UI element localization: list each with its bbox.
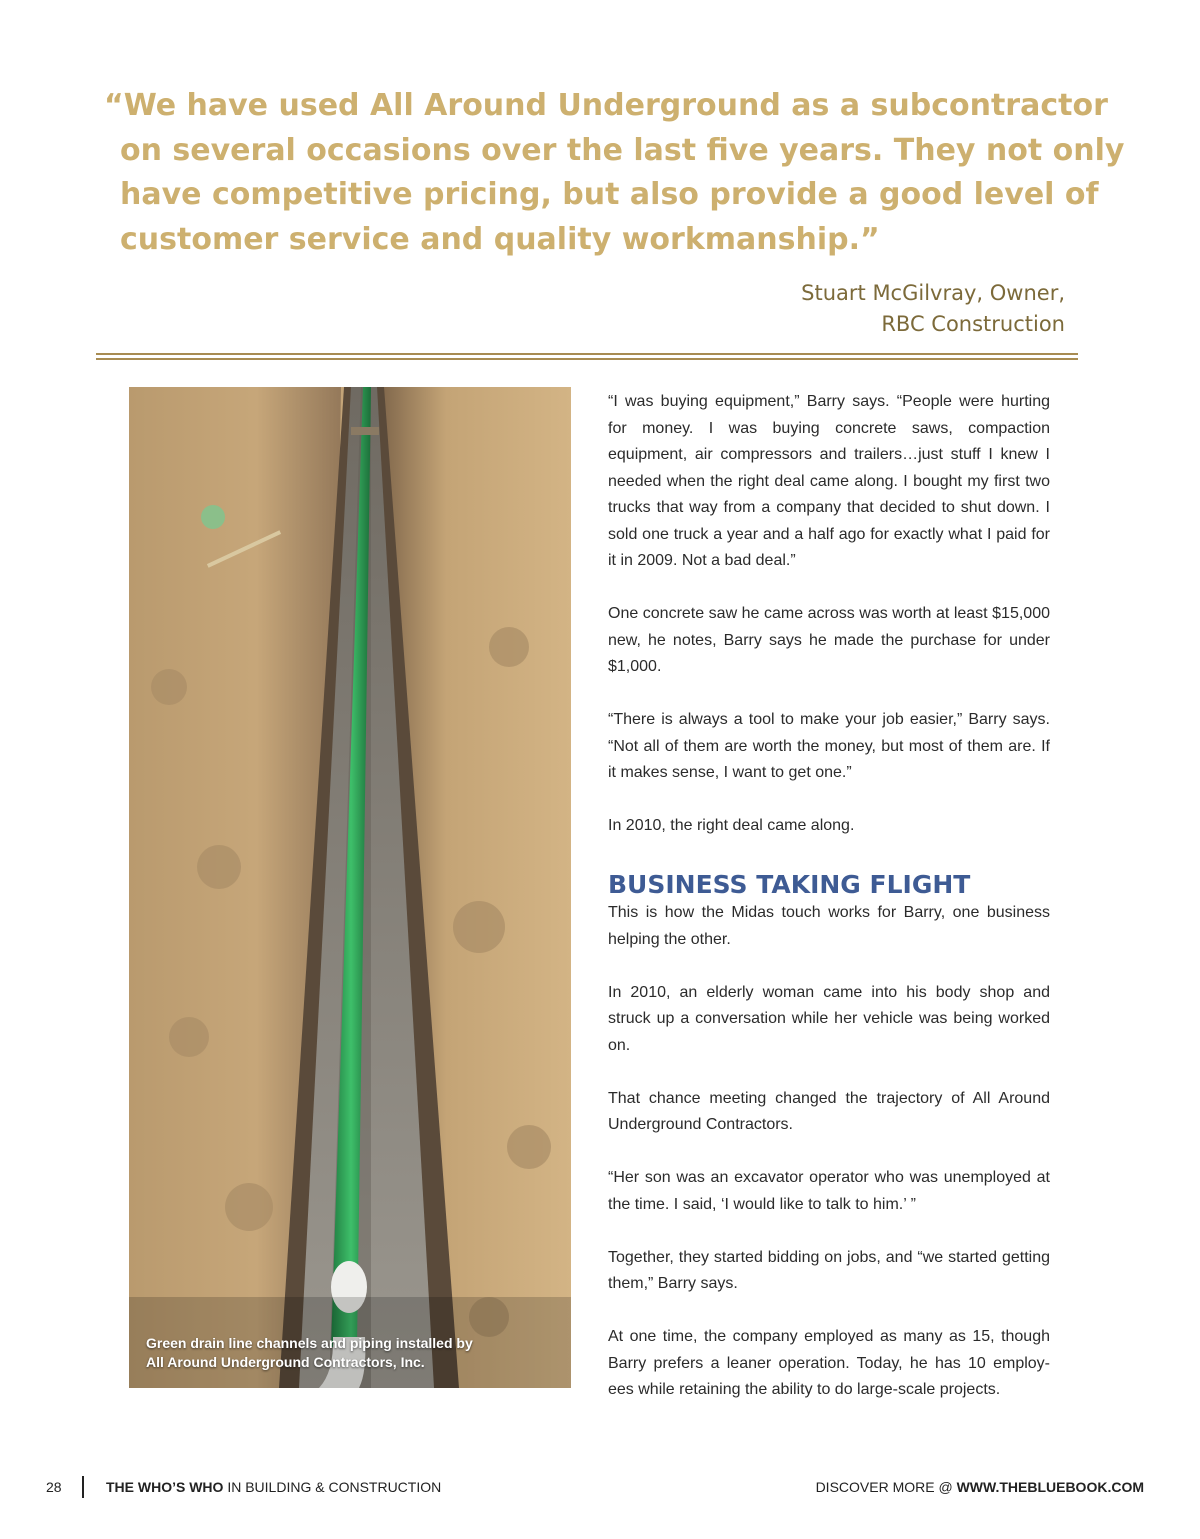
article-paragraph: “I was buying equipment,” Barry says. “People were hurting for money. I was buying concrete saws, compaction equipment, air compressors and trailers…just stuff I knew I needed when the right deal came along. I bought my first two trucks that way from a company that decided to shut down. I sold one truck a year and a half ago for exactly what I paid for it in 2009. Not a bad deal.” — [608, 393, 1050, 569]
footer-divider — [82, 1476, 84, 1498]
article-paragraph: At one time, the company employed as many as 15, though Barry prefers a leaner operation. Today, he has 10 employ-ees while retaining the ability to do large-scale projects. — [608, 1328, 1050, 1398]
article-body — [608, 389, 1050, 1430]
pull-quote-line: have competitive pricing, but also provide a good level of — [120, 177, 1099, 212]
section-heading: BUSINESS TAKING FLIGHT — [608, 870, 971, 899]
photo-caption-line: Green drain line channels and piping installed by — [146, 1335, 473, 1351]
photo-caption — [146, 1334, 556, 1372]
publication-name-rest: IN BUILDING & CONSTRUCTION — [223, 1479, 442, 1495]
discover-more — [816, 1479, 1144, 1495]
pull-quote-line: customer service and quality workmanship.” — [120, 221, 880, 257]
section-divider — [96, 353, 1078, 360]
article-paragraph: “Her son was an excavator operator who was unemployed at the time. I said, ‘I would like to talk to him.’ ” — [608, 1169, 1050, 1213]
trench-photo — [129, 387, 571, 1388]
pull-quote-line: on several occasions over the last five years. They not only — [120, 132, 1125, 168]
article-paragraph: One concrete saw he came across was worth at least $15,000 new, he notes, Barry says he made the purchase for under $1,000. — [608, 605, 1050, 675]
attribution-name: Stuart McGilvray, Owner, — [801, 281, 1065, 305]
article-paragraph: Together, they started bidding on jobs, and “we started getting them,” Barry says. — [608, 1248, 1050, 1292]
attribution-company: RBC Construction — [881, 312, 1065, 336]
pull-quote — [104, 84, 1125, 262]
article-paragraph: That chance meeting changed the trajectory of All Around Underground Contractors. — [608, 1089, 1050, 1133]
publication-name — [106, 1479, 441, 1495]
article-paragraph: This is how the Midas touch works for Barry, one business helping the other. — [608, 904, 1050, 948]
discover-prefix: DISCOVER MORE @ — [815, 1479, 957, 1495]
quote-attribution — [801, 278, 1065, 340]
article-paragraph: In 2010, the right deal came along. — [608, 817, 855, 834]
article-paragraph: In 2010, an elderly woman came into his body shop and struck up a conversation while her vehicle was being worked on. — [608, 983, 1050, 1054]
website-link[interactable]: WWW.THEBLUEBOOK.COM — [956, 1479, 1144, 1495]
publication-name-bold: THE WHO’S WHO — [106, 1479, 224, 1495]
page-footer — [0, 1476, 1200, 1500]
pull-quote-line: “We have used All Around Underground as a subcontractor — [104, 88, 1108, 123]
page-number: 28 — [46, 1479, 62, 1495]
trench-photo-illustration — [129, 387, 571, 1388]
article-paragraph: “There is always a tool to make your job easier,” Barry says. “Not all of them are worth the money, but most of them are. If it makes sense, I want to get one.” — [608, 711, 1050, 781]
photo-caption-line: All Around Underground Contractors, Inc. — [146, 1354, 425, 1370]
